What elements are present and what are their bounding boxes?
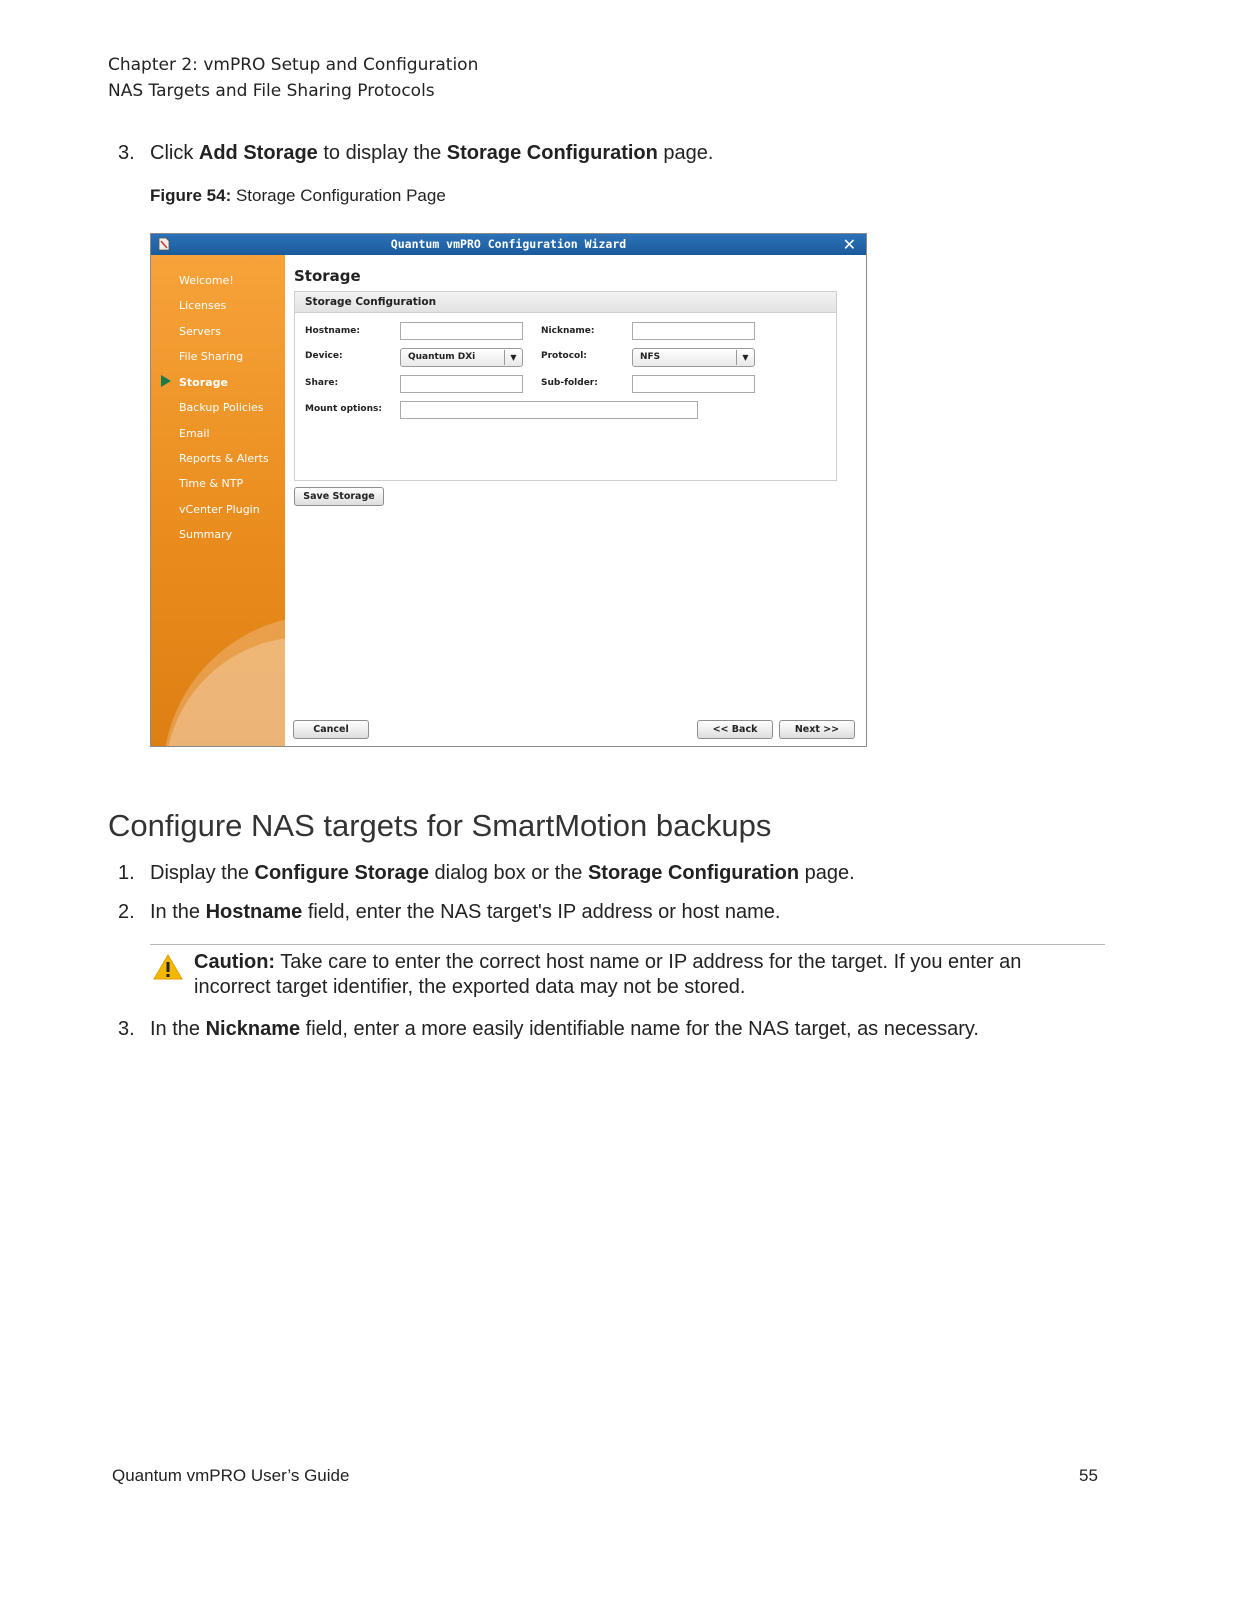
nav-item-file-sharing[interactable]: File Sharing [179,350,244,363]
nav-item-email[interactable]: Email [179,427,210,440]
step-text: In the [150,901,206,923]
step-number: 3. [118,1018,135,1040]
step-text: field, enter a more easily identifiable name for the NAS target, as necessary. [300,1018,979,1040]
share-label: Share: [305,378,339,388]
step-add-storage [118,140,713,166]
caution-label: Caution: [194,951,276,973]
chevron-down-icon[interactable]: ▼ [736,350,754,365]
nav-item-time-ntp[interactable]: Time & NTP [179,477,244,490]
protocol-selected-value: NFS [640,352,661,362]
step-1 [118,860,855,886]
nav-item-welcome[interactable]: Welcome! [179,274,234,287]
hostname-label: Hostname: [305,326,360,336]
nav-item-storage[interactable]: Storage [179,376,228,389]
nickname-input[interactable] [632,322,755,340]
figure-caption-text: Storage Configuration Page [231,186,446,205]
nickname-label: Nickname: [541,326,595,336]
ui-term: Nickname [205,1018,301,1040]
panel-title: Storage Configuration [295,292,836,313]
subfolder-input[interactable] [632,375,755,393]
ui-term: Add Storage [198,142,318,164]
step-number: 2. [118,901,135,923]
step-text: Click [150,142,199,164]
subfolder-label: Sub-folder: [541,378,598,388]
running-header [108,52,478,104]
page-number: 55 [1079,1466,1098,1485]
title-bar [151,234,866,255]
caution-body: Take care to enter the correct host name or IP address for the target. If you enter an incorrect target identifier, the exported data may not be stored. [194,951,1022,998]
chapter-title: Chapter 2: vmPRO Setup and Configuration [108,55,479,75]
protocol-label: Protocol: [541,351,587,361]
section-heading: Configure NAS targets for SmartMotion backups [108,808,772,843]
close-icon[interactable]: ✕ [842,235,856,254]
section-title: NAS Targets and File Sharing Protocols [108,81,435,101]
next-button[interactable]: Next >> [779,720,855,739]
nav-item-vcenter-plugin[interactable]: vCenter Plugin [179,503,260,516]
step-text: field, enter the NAS target's IP address or host name. [302,901,781,923]
ui-term: Hostname [205,901,303,923]
device-select[interactable] [400,348,523,367]
save-storage-button[interactable]: Save Storage [294,487,384,506]
ui-term: Storage Configuration [446,142,658,164]
chevron-down-icon[interactable]: ▼ [504,350,522,365]
nav-item-summary[interactable]: Summary [179,528,233,541]
app-icon [158,237,170,251]
step-text: to display the [317,142,447,164]
ui-term: Storage Configuration [587,862,800,884]
step-3 [118,1016,979,1042]
cancel-button[interactable]: Cancel [293,720,369,739]
current-step-arrow-icon [161,375,171,387]
wizard-content [285,255,866,746]
mount-options-label: Mount options: [305,404,382,414]
figure-caption [150,186,446,206]
step-text: page. [657,142,714,164]
ui-term: Configure Storage [254,862,429,884]
figure-label: Figure 54: [150,186,232,205]
back-button[interactable]: << Back [697,720,773,739]
nav-item-backup-policies[interactable]: Backup Policies [179,401,264,414]
step-text: dialog box or the [428,862,588,884]
device-selected-value: Quantum DXi [408,352,476,362]
window-title: Quantum vmPRO Configuration Wizard [390,237,627,251]
device-label: Device: [305,351,343,361]
step-text: In the [150,1018,206,1040]
mount-options-input[interactable] [400,401,698,419]
nav-item-reports-alerts[interactable]: Reports & Alerts [179,452,269,465]
wizard-sidebar [151,255,285,746]
configuration-wizard-window [150,233,867,747]
caution-text [194,950,1094,1000]
step-text: Display the [150,862,255,884]
storage-configuration-panel [294,291,837,481]
step-2 [118,899,780,925]
warning-icon [152,953,184,981]
step-number: 3. [118,142,135,164]
protocol-select[interactable] [632,348,755,367]
nav-item-servers[interactable]: Servers [179,325,221,338]
footer-guide-title: Quantum vmPRO User’s Guide [112,1466,350,1485]
page-title: Storage [294,267,361,285]
step-number: 1. [118,862,135,884]
nav-item-licenses[interactable]: Licenses [179,299,227,312]
step-text: page. [799,862,855,884]
caution-note [150,944,1105,998]
hostname-input[interactable] [400,322,523,340]
share-input[interactable] [400,375,523,393]
